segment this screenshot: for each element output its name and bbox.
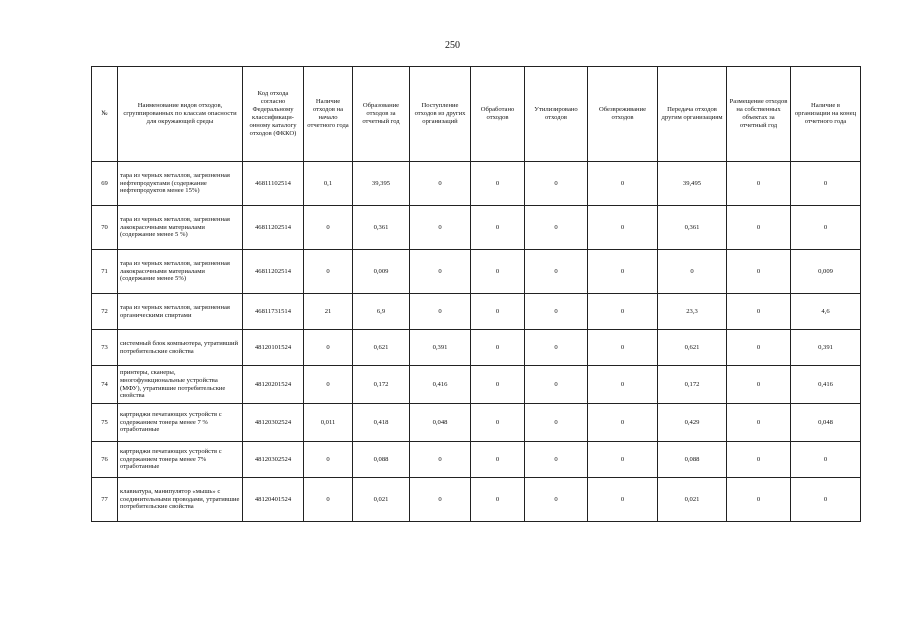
cell-transferred: 0,429 xyxy=(658,404,727,442)
cell-generated: 0,172 xyxy=(353,366,410,404)
cell-neutralized: 0 xyxy=(588,294,658,330)
header-row xyxy=(92,67,861,162)
header-received: Поступление отходов из других организаций xyxy=(410,67,471,162)
header-neutralized: Обезвреживание отходов xyxy=(588,67,658,162)
cell-fkko-code: 46811202514 xyxy=(243,250,304,294)
cell-utilized: 0 xyxy=(525,478,588,522)
cell-received: 0 xyxy=(410,250,471,294)
header-placed: Размещение отходов на собственных объектах за отчетный год xyxy=(727,67,791,162)
cell-placed: 0 xyxy=(727,250,791,294)
cell-utilized: 0 xyxy=(525,442,588,478)
cell-processed: 0 xyxy=(471,250,525,294)
cell-start-balance: 0 xyxy=(304,366,353,404)
table-row xyxy=(92,442,861,478)
cell-start-balance: 0 xyxy=(304,442,353,478)
cell-number: 74 xyxy=(92,366,118,404)
table-row xyxy=(92,478,861,522)
cell-placed: 0 xyxy=(727,330,791,366)
table-row xyxy=(92,250,861,294)
cell-generated: 0,621 xyxy=(353,330,410,366)
cell-number: 70 xyxy=(92,206,118,250)
cell-utilized: 0 xyxy=(525,330,588,366)
cell-utilized: 0 xyxy=(525,366,588,404)
cell-utilized: 0 xyxy=(525,162,588,206)
cell-generated: 0,361 xyxy=(353,206,410,250)
table-row xyxy=(92,330,861,366)
cell-utilized: 0 xyxy=(525,404,588,442)
header-start-balance: Наличие отходов на начало отчетного года xyxy=(304,67,353,162)
cell-neutralized: 0 xyxy=(588,478,658,522)
cell-placed: 0 xyxy=(727,206,791,250)
cell-received: 0 xyxy=(410,206,471,250)
page-number: 250 xyxy=(445,40,460,51)
cell-placed: 0 xyxy=(727,442,791,478)
header-waste-name: Наименование видов отходов, сгруппированных по классам опасности для окружающей среды xyxy=(118,67,243,162)
cell-transferred: 23,3 xyxy=(658,294,727,330)
cell-end-balance: 0,009 xyxy=(791,250,861,294)
cell-neutralized: 0 xyxy=(588,442,658,478)
cell-number: 69 xyxy=(92,162,118,206)
waste-table xyxy=(91,66,861,522)
cell-neutralized: 0 xyxy=(588,250,658,294)
cell-number: 72 xyxy=(92,294,118,330)
header-end-balance: Наличие в организации на конец отчетного года xyxy=(791,67,861,162)
cell-transferred: 0,621 xyxy=(658,330,727,366)
cell-transferred: 0 xyxy=(658,250,727,294)
cell-received: 0,391 xyxy=(410,330,471,366)
cell-processed: 0 xyxy=(471,162,525,206)
table-row xyxy=(92,294,861,330)
cell-received: 0 xyxy=(410,294,471,330)
cell-start-balance: 0 xyxy=(304,206,353,250)
cell-waste-name: картриджи печатающих устройств с содержанием тонера менее 7% отработанные xyxy=(118,442,243,478)
table-row xyxy=(92,162,861,206)
cell-generated: 0,021 xyxy=(353,478,410,522)
cell-waste-name: картриджи печатающих устройств с содержанием тонера менее 7 % отработанные xyxy=(118,404,243,442)
cell-fkko-code: 46811202514 xyxy=(243,206,304,250)
cell-start-balance: 21 xyxy=(304,294,353,330)
cell-neutralized: 0 xyxy=(588,162,658,206)
cell-neutralized: 0 xyxy=(588,404,658,442)
cell-fkko-code: 48120302524 xyxy=(243,404,304,442)
table-row xyxy=(92,206,861,250)
cell-waste-name: тара из черных металлов, загрязненная лакокрасочными материалами (содержание менее 5 %) xyxy=(118,206,243,250)
cell-transferred: 39,495 xyxy=(658,162,727,206)
cell-fkko-code: 48120302524 xyxy=(243,442,304,478)
cell-placed: 0 xyxy=(727,162,791,206)
cell-generated: 0,088 xyxy=(353,442,410,478)
cell-end-balance: 0,048 xyxy=(791,404,861,442)
cell-transferred: 0,021 xyxy=(658,478,727,522)
cell-placed: 0 xyxy=(727,404,791,442)
cell-placed: 0 xyxy=(727,294,791,330)
cell-fkko-code: 48120401524 xyxy=(243,478,304,522)
cell-waste-name: тара из черных металлов, загрязненная нефтепродуктами (содержание нефтепродуктов менее 15%) xyxy=(118,162,243,206)
cell-end-balance: 0 xyxy=(791,206,861,250)
cell-neutralized: 0 xyxy=(588,366,658,404)
cell-end-balance: 0,416 xyxy=(791,366,861,404)
table-row xyxy=(92,366,861,404)
cell-end-balance: 0 xyxy=(791,162,861,206)
cell-waste-name: системный блок компьютера, утративший потребительские свойства xyxy=(118,330,243,366)
cell-waste-name: принтеры, сканеры, многофункциональные устройства (МФУ), утратившие потребительские свойства xyxy=(118,366,243,404)
cell-utilized: 0 xyxy=(525,250,588,294)
cell-number: 76 xyxy=(92,442,118,478)
table-row xyxy=(92,404,861,442)
header-utilized: Утилизировано отходов xyxy=(525,67,588,162)
cell-generated: 0,418 xyxy=(353,404,410,442)
cell-start-balance: 0,1 xyxy=(304,162,353,206)
cell-transferred: 0,361 xyxy=(658,206,727,250)
cell-utilized: 0 xyxy=(525,294,588,330)
cell-received: 0 xyxy=(410,442,471,478)
cell-utilized: 0 xyxy=(525,206,588,250)
cell-generated: 0,009 xyxy=(353,250,410,294)
header-transferred: Передача отходов другим организациям xyxy=(658,67,727,162)
header-generated: Образование отходов за отчетный год xyxy=(353,67,410,162)
cell-fkko-code: 46811102514 xyxy=(243,162,304,206)
cell-start-balance: 0 xyxy=(304,478,353,522)
header-number: № xyxy=(92,67,118,162)
cell-waste-name: тара из черных металлов, загрязненная лакокрасочными материалами (содержание менее 5%) xyxy=(118,250,243,294)
cell-generated: 6,9 xyxy=(353,294,410,330)
cell-processed: 0 xyxy=(471,330,525,366)
cell-processed: 0 xyxy=(471,206,525,250)
cell-fkko-code: 46811731514 xyxy=(243,294,304,330)
cell-number: 77 xyxy=(92,478,118,522)
cell-end-balance: 4,6 xyxy=(791,294,861,330)
cell-processed: 0 xyxy=(471,294,525,330)
cell-end-balance: 0,391 xyxy=(791,330,861,366)
cell-transferred: 0,088 xyxy=(658,442,727,478)
cell-processed: 0 xyxy=(471,366,525,404)
cell-received: 0 xyxy=(410,478,471,522)
cell-waste-name: тара из черных металлов, загрязненная органическими спиртами xyxy=(118,294,243,330)
cell-received: 0,416 xyxy=(410,366,471,404)
cell-placed: 0 xyxy=(727,478,791,522)
cell-processed: 0 xyxy=(471,478,525,522)
cell-waste-name: клавиатура, манипулятор «мышь» с соединительными проводами, утратившие потребительские свойства xyxy=(118,478,243,522)
cell-fkko-code: 48120201524 xyxy=(243,366,304,404)
header-processed: Обработано отходов xyxy=(471,67,525,162)
cell-transferred: 0,172 xyxy=(658,366,727,404)
cell-generated: 39,395 xyxy=(353,162,410,206)
cell-neutralized: 0 xyxy=(588,206,658,250)
cell-received: 0,048 xyxy=(410,404,471,442)
cell-number: 71 xyxy=(92,250,118,294)
cell-start-balance: 0 xyxy=(304,250,353,294)
cell-number: 75 xyxy=(92,404,118,442)
cell-processed: 0 xyxy=(471,442,525,478)
cell-placed: 0 xyxy=(727,366,791,404)
cell-start-balance: 0,011 xyxy=(304,404,353,442)
cell-start-balance: 0 xyxy=(304,330,353,366)
cell-received: 0 xyxy=(410,162,471,206)
cell-end-balance: 0 xyxy=(791,478,861,522)
cell-neutralized: 0 xyxy=(588,330,658,366)
cell-end-balance: 0 xyxy=(791,442,861,478)
header-fkko-code: Код отхода согласно Федеральному классификаци-онному каталогу отходов (ФККО) xyxy=(243,67,304,162)
cell-number: 73 xyxy=(92,330,118,366)
cell-processed: 0 xyxy=(471,404,525,442)
cell-fkko-code: 48120101524 xyxy=(243,330,304,366)
